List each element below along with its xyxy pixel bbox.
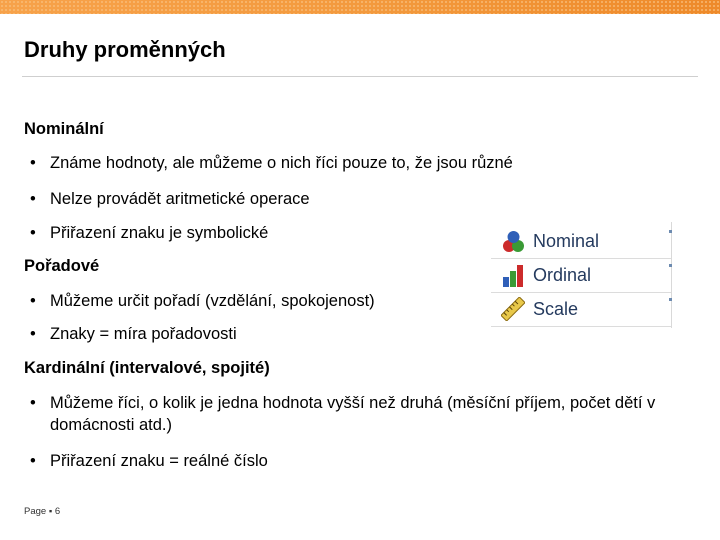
bullet-item: • Znaky = míra pořadovosti xyxy=(30,325,237,343)
title-divider xyxy=(22,76,698,77)
bullet-dot: • xyxy=(30,325,36,343)
bullet-dot: • xyxy=(30,394,36,412)
bullet-item: • Nelze provádět aritmetické operace xyxy=(30,190,310,208)
page-footer: Page ▪ 6 xyxy=(24,506,61,517)
section-heading-ordinal: Pořadové xyxy=(24,257,100,275)
nominal-icon xyxy=(501,229,525,253)
legend-row-nominal: Nominal xyxy=(491,224,671,259)
bullet-item: • Můžeme říci, o kolik je jedna hodnota vyšší než druhá (měsíční příjem, počet dětí v domácnosti atd.) xyxy=(30,394,656,434)
measure-level-legend xyxy=(491,222,672,328)
legend-row-ordinal: Ordinal xyxy=(491,258,671,293)
top-accent-bar xyxy=(0,0,720,14)
scale-ruler-icon xyxy=(501,297,525,321)
bullet-item: • Známe hodnoty, ale můžeme o nich říci pouze to, že jsou různé xyxy=(30,154,513,172)
bullet-item: • Můžeme určit pořadí (vzdělání, spokojenost) xyxy=(30,292,375,310)
ordinal-icon xyxy=(501,263,525,287)
section-heading-nominal: Nominální xyxy=(24,120,104,138)
slide-title: Druhy proměnných xyxy=(24,37,226,62)
bullet-dot: • xyxy=(30,452,36,470)
bullet-dot: • xyxy=(30,154,36,172)
bullet-item: • Přiřazení znaku = reálné číslo xyxy=(30,452,268,470)
bullet-dot: • xyxy=(30,292,36,310)
bullet-dot: • xyxy=(30,190,36,208)
legend-row-scale: Scale xyxy=(491,292,671,327)
bullet-item: • Přiřazení znaku je symbolické xyxy=(30,224,269,242)
section-heading-cardinal: Kardinální (intervalové, spojité) xyxy=(24,359,270,377)
bullet-dot: • xyxy=(30,224,36,242)
